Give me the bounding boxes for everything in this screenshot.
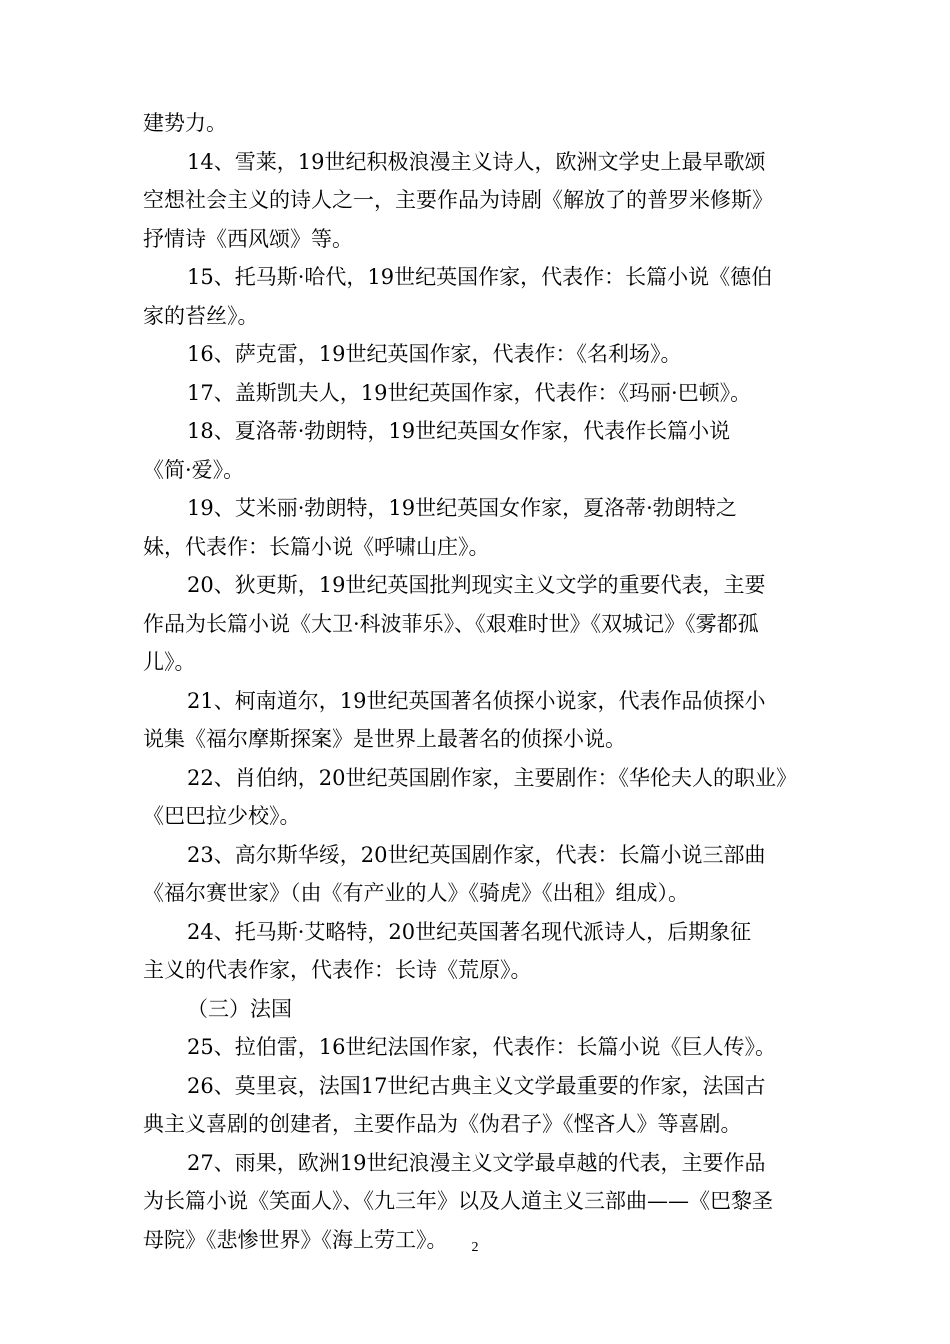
text-line: 26、莫里哀，法国17世纪古典主义文学最重要的作家，法国古 bbox=[187, 1073, 766, 1098]
text-line: 22、肖伯纳，20世纪英国剧作家，主要剧作：《华伦夫人的职业》 bbox=[187, 765, 797, 790]
text-line: 空想社会主义的诗人之一，主要作品为诗剧《解放了的普罗米修斯》 bbox=[143, 188, 773, 212]
text-line: 《福尔赛世家》（由《有产业的人》《骑虎》《出租》组成）。 bbox=[143, 881, 689, 905]
text-line: 母院》《悲惨世界》《海上劳工》。 bbox=[143, 1227, 448, 1252]
page-number: 2 bbox=[471, 1240, 479, 1255]
text-line: 20、狄更斯，19世纪英国批判现实主义文学的重要代表，主要 bbox=[187, 573, 766, 597]
text-line: 17、盖斯凯夫人，19世纪英国作家，代表作：《玛丽·巴顿》。 bbox=[187, 380, 752, 405]
text-line: 23、高尔斯华绥，20世纪英国剧作家，代表：长篇小说三部曲 bbox=[187, 842, 766, 867]
text-line: 妹，代表作：长篇小说《呼啸山庄》。 bbox=[143, 534, 490, 559]
document-body bbox=[143, 104, 813, 1259]
text-line: 24、托马斯·艾略特，20世纪英国著名现代派诗人，后期象征 bbox=[187, 919, 752, 944]
text-line: 14、雪莱，19世纪积极浪漫主义诗人，欧洲文学史上最早歌颂 bbox=[187, 149, 766, 174]
text-line: 16、萨克雷，19世纪英国作家，代表作：《名利场》。 bbox=[187, 342, 682, 366]
text-line: 15、托马斯·哈代，19世纪英国作家，代表作：长篇小说《德伯 bbox=[187, 265, 773, 289]
text-line: 抒情诗《西风颂》等。 bbox=[143, 226, 353, 251]
text-line: 《简·爱》。 bbox=[143, 457, 245, 482]
text-line: 18、夏洛蒂·勃朗特，19世纪英国女作家，代表作长篇小说 bbox=[187, 419, 731, 443]
text-line: 儿》。 bbox=[143, 650, 196, 674]
text-line: 说集《福尔摩斯探案》是世界上最著名的侦探小说。 bbox=[143, 727, 626, 751]
text-line: 家的苔丝》。 bbox=[143, 303, 259, 328]
text-line: 典主义喜剧的创建者，主要作品为《伪君子》《悭吝人》等喜剧。 bbox=[143, 1112, 742, 1136]
text-line: 《巴巴拉少校》。 bbox=[143, 804, 301, 828]
text-line: 主义的代表作家，代表作：长诗《荒原》。 bbox=[143, 958, 532, 982]
text-line: 建势力。 bbox=[143, 111, 227, 135]
text-line: 为长篇小说《笑面人》、《九三年》以及人道主义三部曲——《巴黎圣 bbox=[143, 1189, 773, 1213]
text-line: 21、柯南道尔，19世纪英国著名侦探小说家，代表作品侦探小 bbox=[187, 688, 766, 713]
section-heading: （三）法国 bbox=[187, 996, 292, 1021]
text-line: 27、雨果，欧洲19世纪浪漫主义文学最卓越的代表，主要作品 bbox=[187, 1150, 766, 1175]
text-line: 25、拉伯雷，16世纪法国作家，代表作：长篇小说《巨人传》。 bbox=[187, 1035, 776, 1059]
text-line: 19、艾米丽·勃朗特，19世纪英国女作家，夏洛蒂·勃朗特之 bbox=[187, 496, 737, 520]
text-line: 作品为长篇小说《大卫·科波菲乐》、《艰难时世》《双城记》《雾都孤 bbox=[143, 611, 759, 636]
